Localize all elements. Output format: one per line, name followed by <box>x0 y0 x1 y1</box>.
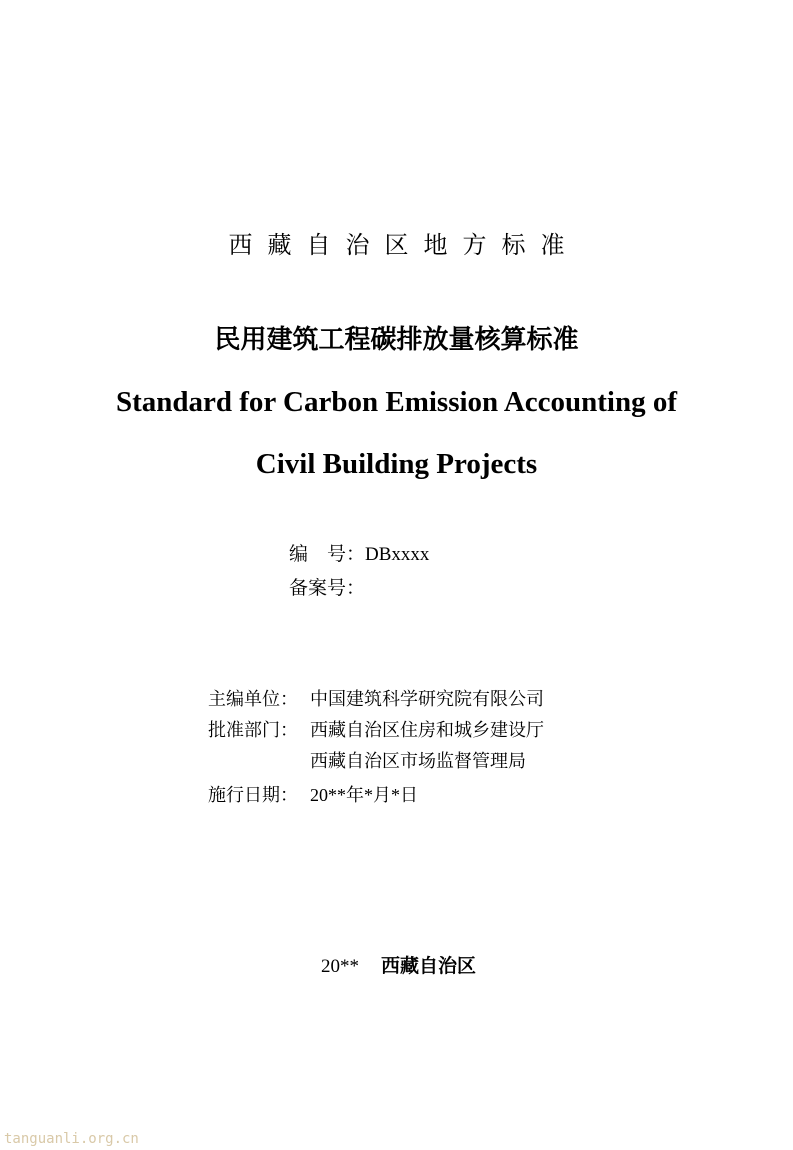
chief-editor-value: 中国建筑科学研究院有限公司 <box>310 689 544 709</box>
effective-date-row <box>208 781 418 809</box>
publication-footer <box>0 951 793 982</box>
publication-year: 20** <box>320 956 359 977</box>
approval-department-value-2: 西藏自治区市场监督管理局 <box>310 751 526 771</box>
standard-category-header: 西藏自治区地方标准 <box>228 231 580 259</box>
approval-department-row <box>208 716 544 744</box>
record-number-label: 备案号： <box>289 578 366 599</box>
standard-number-value: DBxxxx <box>365 544 430 565</box>
approval-department-value-1: 西藏自治区住房和城乡建设厅 <box>310 720 544 740</box>
approval-department-row-2 <box>208 747 526 775</box>
document-title-en-line-1: Standard for Carbon Emission Accounting of <box>115 386 678 418</box>
approval-department-label: 批准部门： <box>208 720 298 740</box>
chief-editor-row <box>208 685 544 713</box>
effective-date-value: 20**年*月*日 <box>310 785 418 805</box>
document-title-en-line-2: Civil Building Projects <box>255 448 538 480</box>
document-title-cn: 民用建筑工程碳排放量核算标准 <box>214 325 579 355</box>
publication-region: 西藏自治区 <box>380 955 476 977</box>
record-number-row <box>289 575 365 603</box>
effective-date-label: 施行日期： <box>208 785 298 805</box>
chief-editor-label: 主编单位： <box>208 689 298 709</box>
standard-number-row <box>289 541 429 569</box>
standard-number-label: 编 号： <box>289 544 366 565</box>
site-watermark: tanguanli.org.cn <box>4 1131 139 1147</box>
